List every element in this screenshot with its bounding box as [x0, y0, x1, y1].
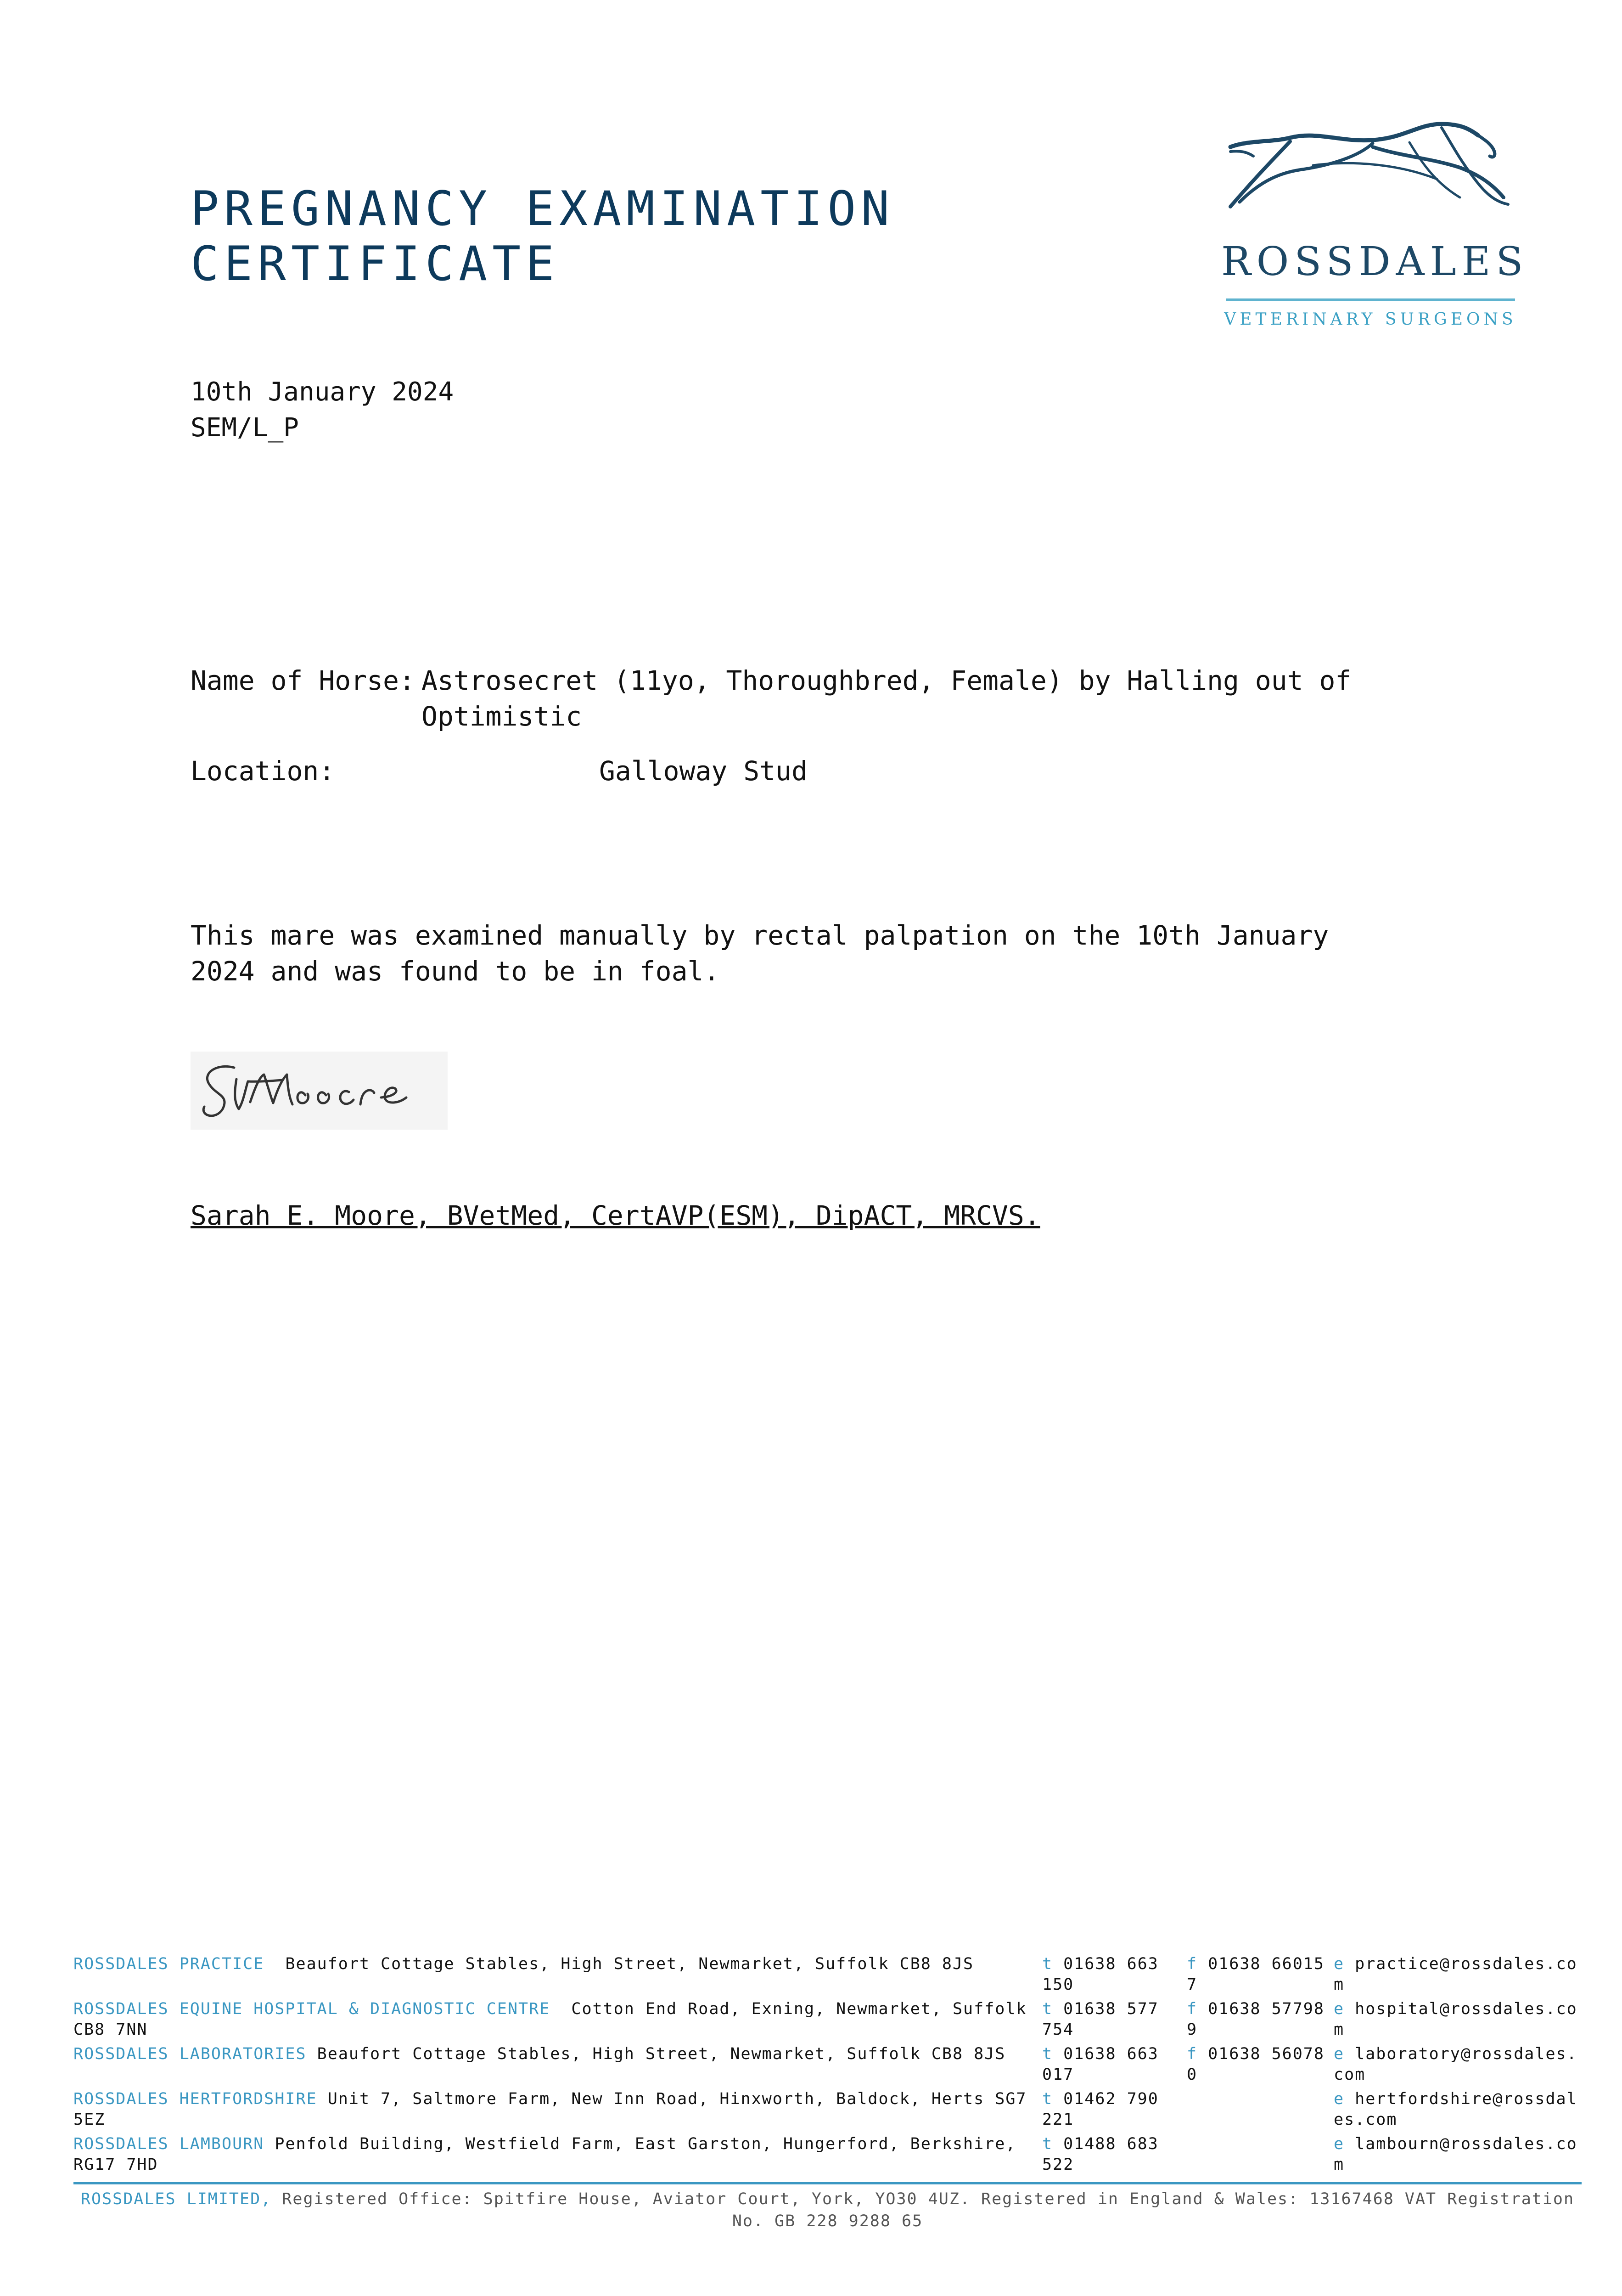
footer-branch-name: ROSSDALES EQUINE HOSPITAL & DIAGNOSTIC CENTRE: [73, 2000, 550, 2018]
footer-branch-address: Penfold Building, Westfield Farm, East Garston, Hungerford, Berkshire, RG17 7HD: [73, 2135, 1016, 2174]
legal-notice: [73, 2188, 1582, 2232]
footer-row: ROSSDALES LAMBOURN Penfold Building, Westfield Farm, East Garston, Hungerford, Berkshire, RG17 7HD t 01488 683522 e lambourn@rossdales.com: [73, 2135, 1577, 2174]
footer-branch-name: ROSSDALES LABORATORIES: [73, 2045, 307, 2063]
title-line-1: PREGNANCY EXAMINATION: [191, 181, 895, 236]
logo-name: ROSSDALES: [1221, 239, 1529, 285]
footer-row: ROSSDALES LABORATORIES Beaufort Cottage Stables, High Street, Newmarket, Suffolk CB8 8JS t 01638 663017 f 01638 560780 e laboratory@rossdales.com: [73, 2045, 1577, 2084]
footer-email[interactable]: laboratory@rossdales.com: [1334, 2045, 1577, 2084]
footer-fax: 01638 560780: [1187, 2045, 1325, 2084]
footer-branch-address: Unit 7, Saltmore Farm, New Inn Road, Hinxworth, Baldock, Herts SG7 5EZ: [73, 2090, 1027, 2129]
footer-email[interactable]: hospital@rossdales.com: [1334, 2000, 1577, 2039]
handwritten-signature: [191, 1052, 448, 1130]
legal-text: Registered Office: Spitfire House, Aviator Court, York, YO30 4UZ. Registered in England & Wales: 13167468 VAT Registration No. GB 228 9288 65: [282, 2190, 1575, 2230]
title-line-2: CERTIFICATE: [191, 236, 560, 292]
logo-subtitle: VETERINARY SURGEONS: [1224, 310, 1517, 329]
footer-row: ROSSDALES HERTFORDSHIRE Unit 7, Saltmore Farm, New Inn Road, Hinxworth, Baldock, Herts SG7 5EZ t 01462 790221 e hertfordshire@rossdales.com: [73, 2090, 1577, 2129]
footer-branch-address: Beaufort Cottage Stables, High Street, Newmarket, Suffolk CB8 8JS: [317, 2045, 1006, 2063]
footer-branch-address: Cotton End Road, Exning, Newmarket, Suffolk CB8 7NN: [73, 2000, 1027, 2039]
footer-branch-address: Beaufort Cottage Stables, High Street, Newmarket, Suffolk CB8 8JS: [285, 1955, 974, 1973]
page-title: [191, 181, 971, 292]
legal-company-name: ROSSDALES LIMITED,: [80, 2190, 272, 2208]
document-reference: SEM/L_P: [191, 413, 299, 443]
footer-email[interactable]: practice@rossdales.com: [1334, 1955, 1577, 1994]
footer-row: ROSSDALES PRACTICE Beaufort Cottage Stables, High Street, Newmarket, Suffolk CB8 8JS t 01638 663150 f 01638 660157 e practice@rossdales.com: [73, 1955, 1577, 1994]
footer-branch-name: ROSSDALES LAMBOURN: [73, 2135, 264, 2153]
footer-branch-name: ROSSDALES HERTFORDSHIRE: [73, 2090, 317, 2108]
document-date: 10th January 2024: [191, 377, 454, 407]
footer-telephone: 01638 663017: [1042, 2045, 1159, 2084]
document-meta: [191, 374, 454, 446]
location-label: Location:: [191, 755, 335, 787]
rossdales-logo: [1221, 115, 1529, 335]
footer-fax: 01638 577989: [1187, 2000, 1325, 2039]
footer-fax: 01638 660157: [1187, 1955, 1325, 1994]
footer-telephone: 01462 790221: [1042, 2090, 1159, 2129]
footer-email[interactable]: hertfordshire@rossdales.com: [1334, 2090, 1577, 2129]
footer-branch-name: ROSSDALES PRACTICE: [73, 1955, 264, 1973]
location-value: Galloway Stud: [599, 755, 808, 787]
footer-telephone: 01638 663150: [1042, 1955, 1159, 1994]
examination-statement: This mare was examined manually by rectal palpation on the 10th January 2024 and was found to be in foal.: [191, 920, 1329, 987]
footer-row: ROSSDALES EQUINE HOSPITAL & DIAGNOSTIC CENTRE Cotton End Road, Exning, Newmarket, Suffolk CB8 7NN t 01638 577754 f 01638 577989 e hospital@rossdales.com: [73, 2000, 1577, 2039]
horse-name-label: Name of Horse:: [191, 665, 415, 696]
footer-telephone: 01638 577754: [1042, 2000, 1159, 2039]
horse-name-value: Astrosecret (11yo, Thoroughbred, Female) by Halling out of Optimistic: [421, 665, 1352, 732]
footer-divider: [73, 2182, 1582, 2184]
footer-email[interactable]: lambourn@rossdales.com: [1334, 2135, 1577, 2174]
galloping-horse-logo-icon: [1221, 115, 1520, 243]
logo-divider: [1226, 298, 1515, 301]
signer-name: Sarah E. Moore, BVetMed, CertAVP(ESM), DipACT, MRCVS.: [191, 1200, 1040, 1231]
footer-telephone: 01488 683522: [1042, 2135, 1159, 2174]
